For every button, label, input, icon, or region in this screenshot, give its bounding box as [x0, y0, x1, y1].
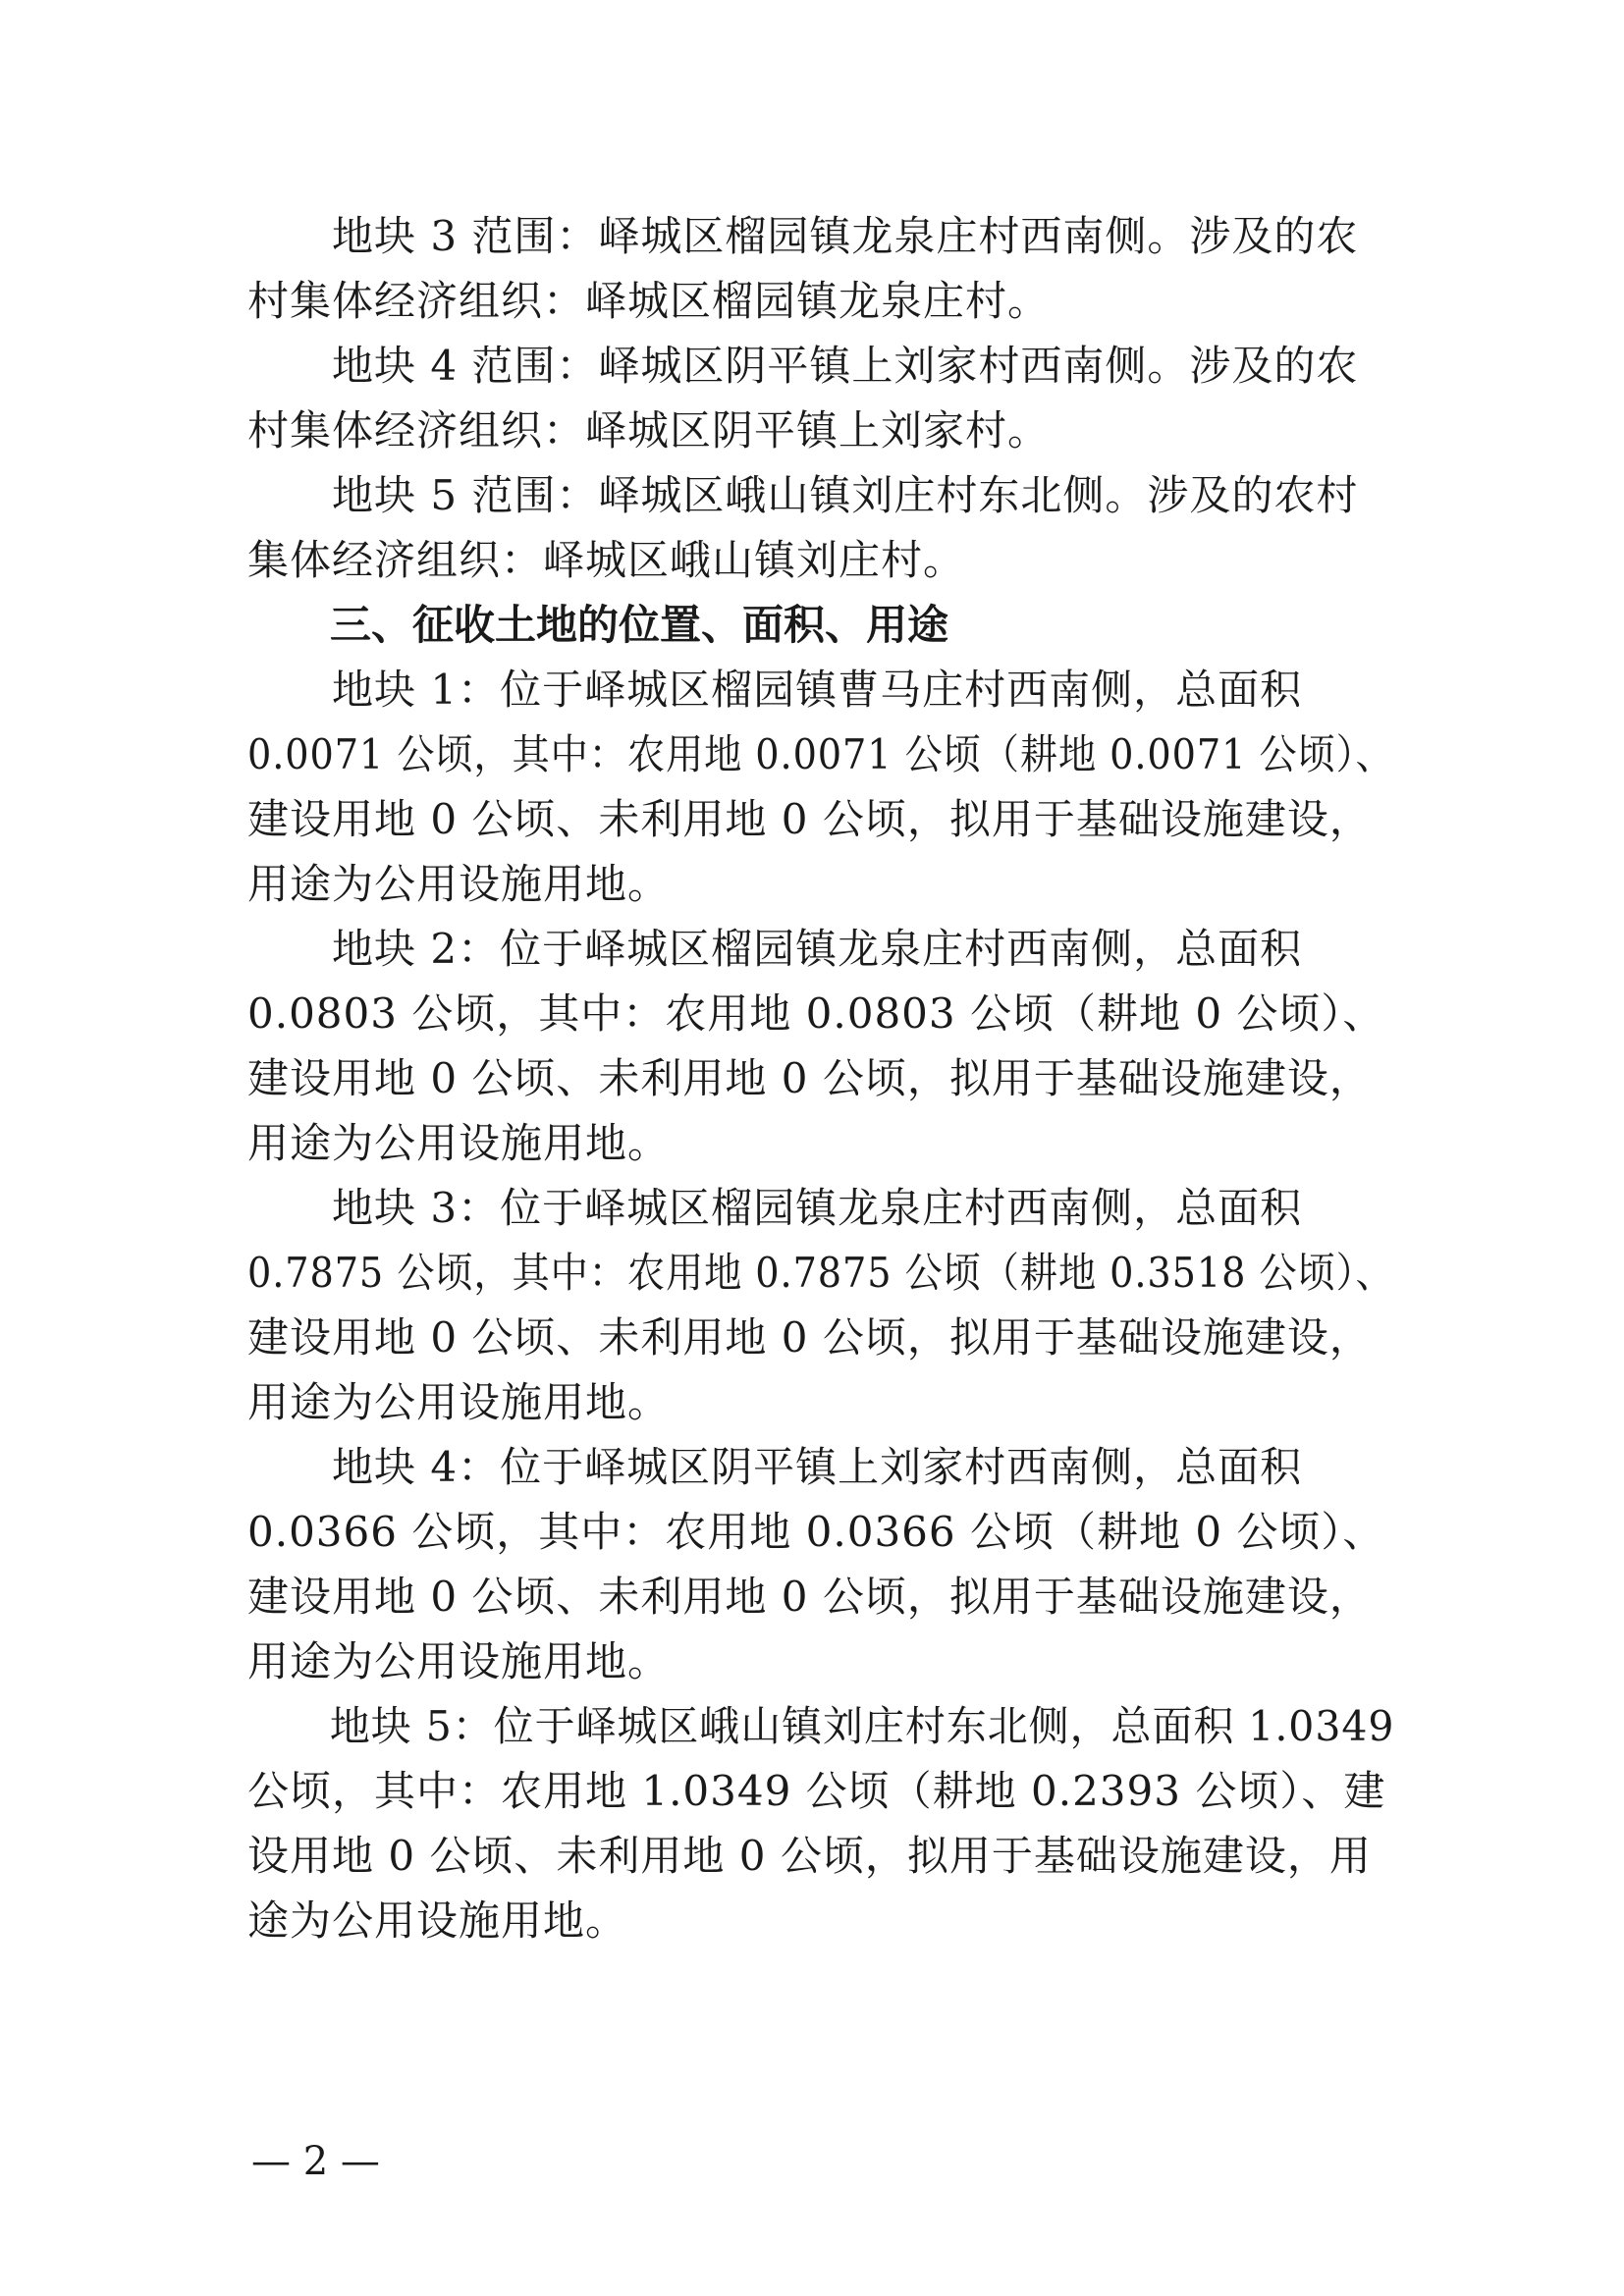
text-line-3: 地块 4 范围：峄城区阴平镇上刘家村西南侧。涉及的农	[247, 342, 1359, 390]
text-line-26: 设用地 0 公顷、未利用地 0 公顷，拟用于基础设施建设，用	[247, 1832, 1372, 1880]
text-line-5: 地块 5 范围：峄城区峨山镇刘庄村东北侧。涉及的农村	[247, 471, 1359, 519]
text-line-12: 地块 2：位于峄城区榴园镇龙泉庄村西南侧，总面积	[247, 925, 1303, 973]
text-line-20: 地块 4：位于峄城区阴平镇上刘家村西南侧，总面积	[247, 1443, 1303, 1491]
text-line-14: 建设用地 0 公顷、未利用地 0 公顷，拟用于基础设施建设，	[247, 1054, 1372, 1102]
text-line-13: 0.0803 公顷，其中：农用地 0.0803 公顷（耕地 0 公顷）、	[247, 989, 1385, 1038]
text-line-23: 用途为公用设施用地。	[247, 1637, 671, 1685]
text-line-15: 用途为公用设施用地。	[247, 1119, 671, 1167]
text-line-10: 建设用地 0 公顷、未利用地 0 公顷，拟用于基础设施建设，	[247, 795, 1372, 843]
text-line-11: 用途为公用设施用地。	[247, 860, 671, 908]
text-line-4: 村集体经济组织：峄城区阴平镇上刘家村。	[247, 406, 1051, 454]
text-line-22: 建设用地 0 公顷、未利用地 0 公顷，拟用于基础设施建设，	[247, 1573, 1372, 1621]
text-line-17: 0.7875 公顷，其中：农用地 0.7875 公顷（耕地 0.3518 公顷）、	[247, 1249, 1394, 1297]
text-line-18: 建设用地 0 公顷、未利用地 0 公顷，拟用于基础设施建设，	[247, 1313, 1372, 1362]
text-line-25: 公顷，其中：农用地 1.0349 公顷（耕地 0.2393 公顷）、建	[247, 1767, 1386, 1815]
text-line-1: 地块 3 范围：峄城区榴园镇龙泉庄村西南侧。涉及的农	[247, 212, 1359, 260]
text-line-24: 地块 5：位于峄城区峨山镇刘庄村东北侧，总面积 1.0349	[247, 1702, 1395, 1750]
text-line-6: 集体经济组织：峄城区峨山镇刘庄村。	[247, 536, 966, 584]
text-line-19: 用途为公用设施用地。	[247, 1378, 671, 1426]
section-heading: 三、征收土地的位置、面积、用途	[247, 601, 949, 649]
page-number: — 2 —	[251, 2139, 380, 2184]
text-line-9: 0.0071 公顷，其中：农用地 0.0071 公顷（耕地 0.0071 公顷）、	[247, 730, 1394, 778]
text-line-27: 途为公用设施用地。	[247, 1896, 628, 1945]
text-line-16: 地块 3：位于峄城区榴园镇龙泉庄村西南侧，总面积	[247, 1184, 1303, 1232]
text-line-2: 村集体经济组织：峄城区榴园镇龙泉庄村。	[247, 277, 1051, 325]
text-line-21: 0.0366 公顷，其中：农用地 0.0366 公顷（耕地 0 公顷）、	[247, 1508, 1385, 1556]
text-line-8: 地块 1：位于峄城区榴园镇曹马庄村西南侧，总面积	[247, 666, 1303, 714]
